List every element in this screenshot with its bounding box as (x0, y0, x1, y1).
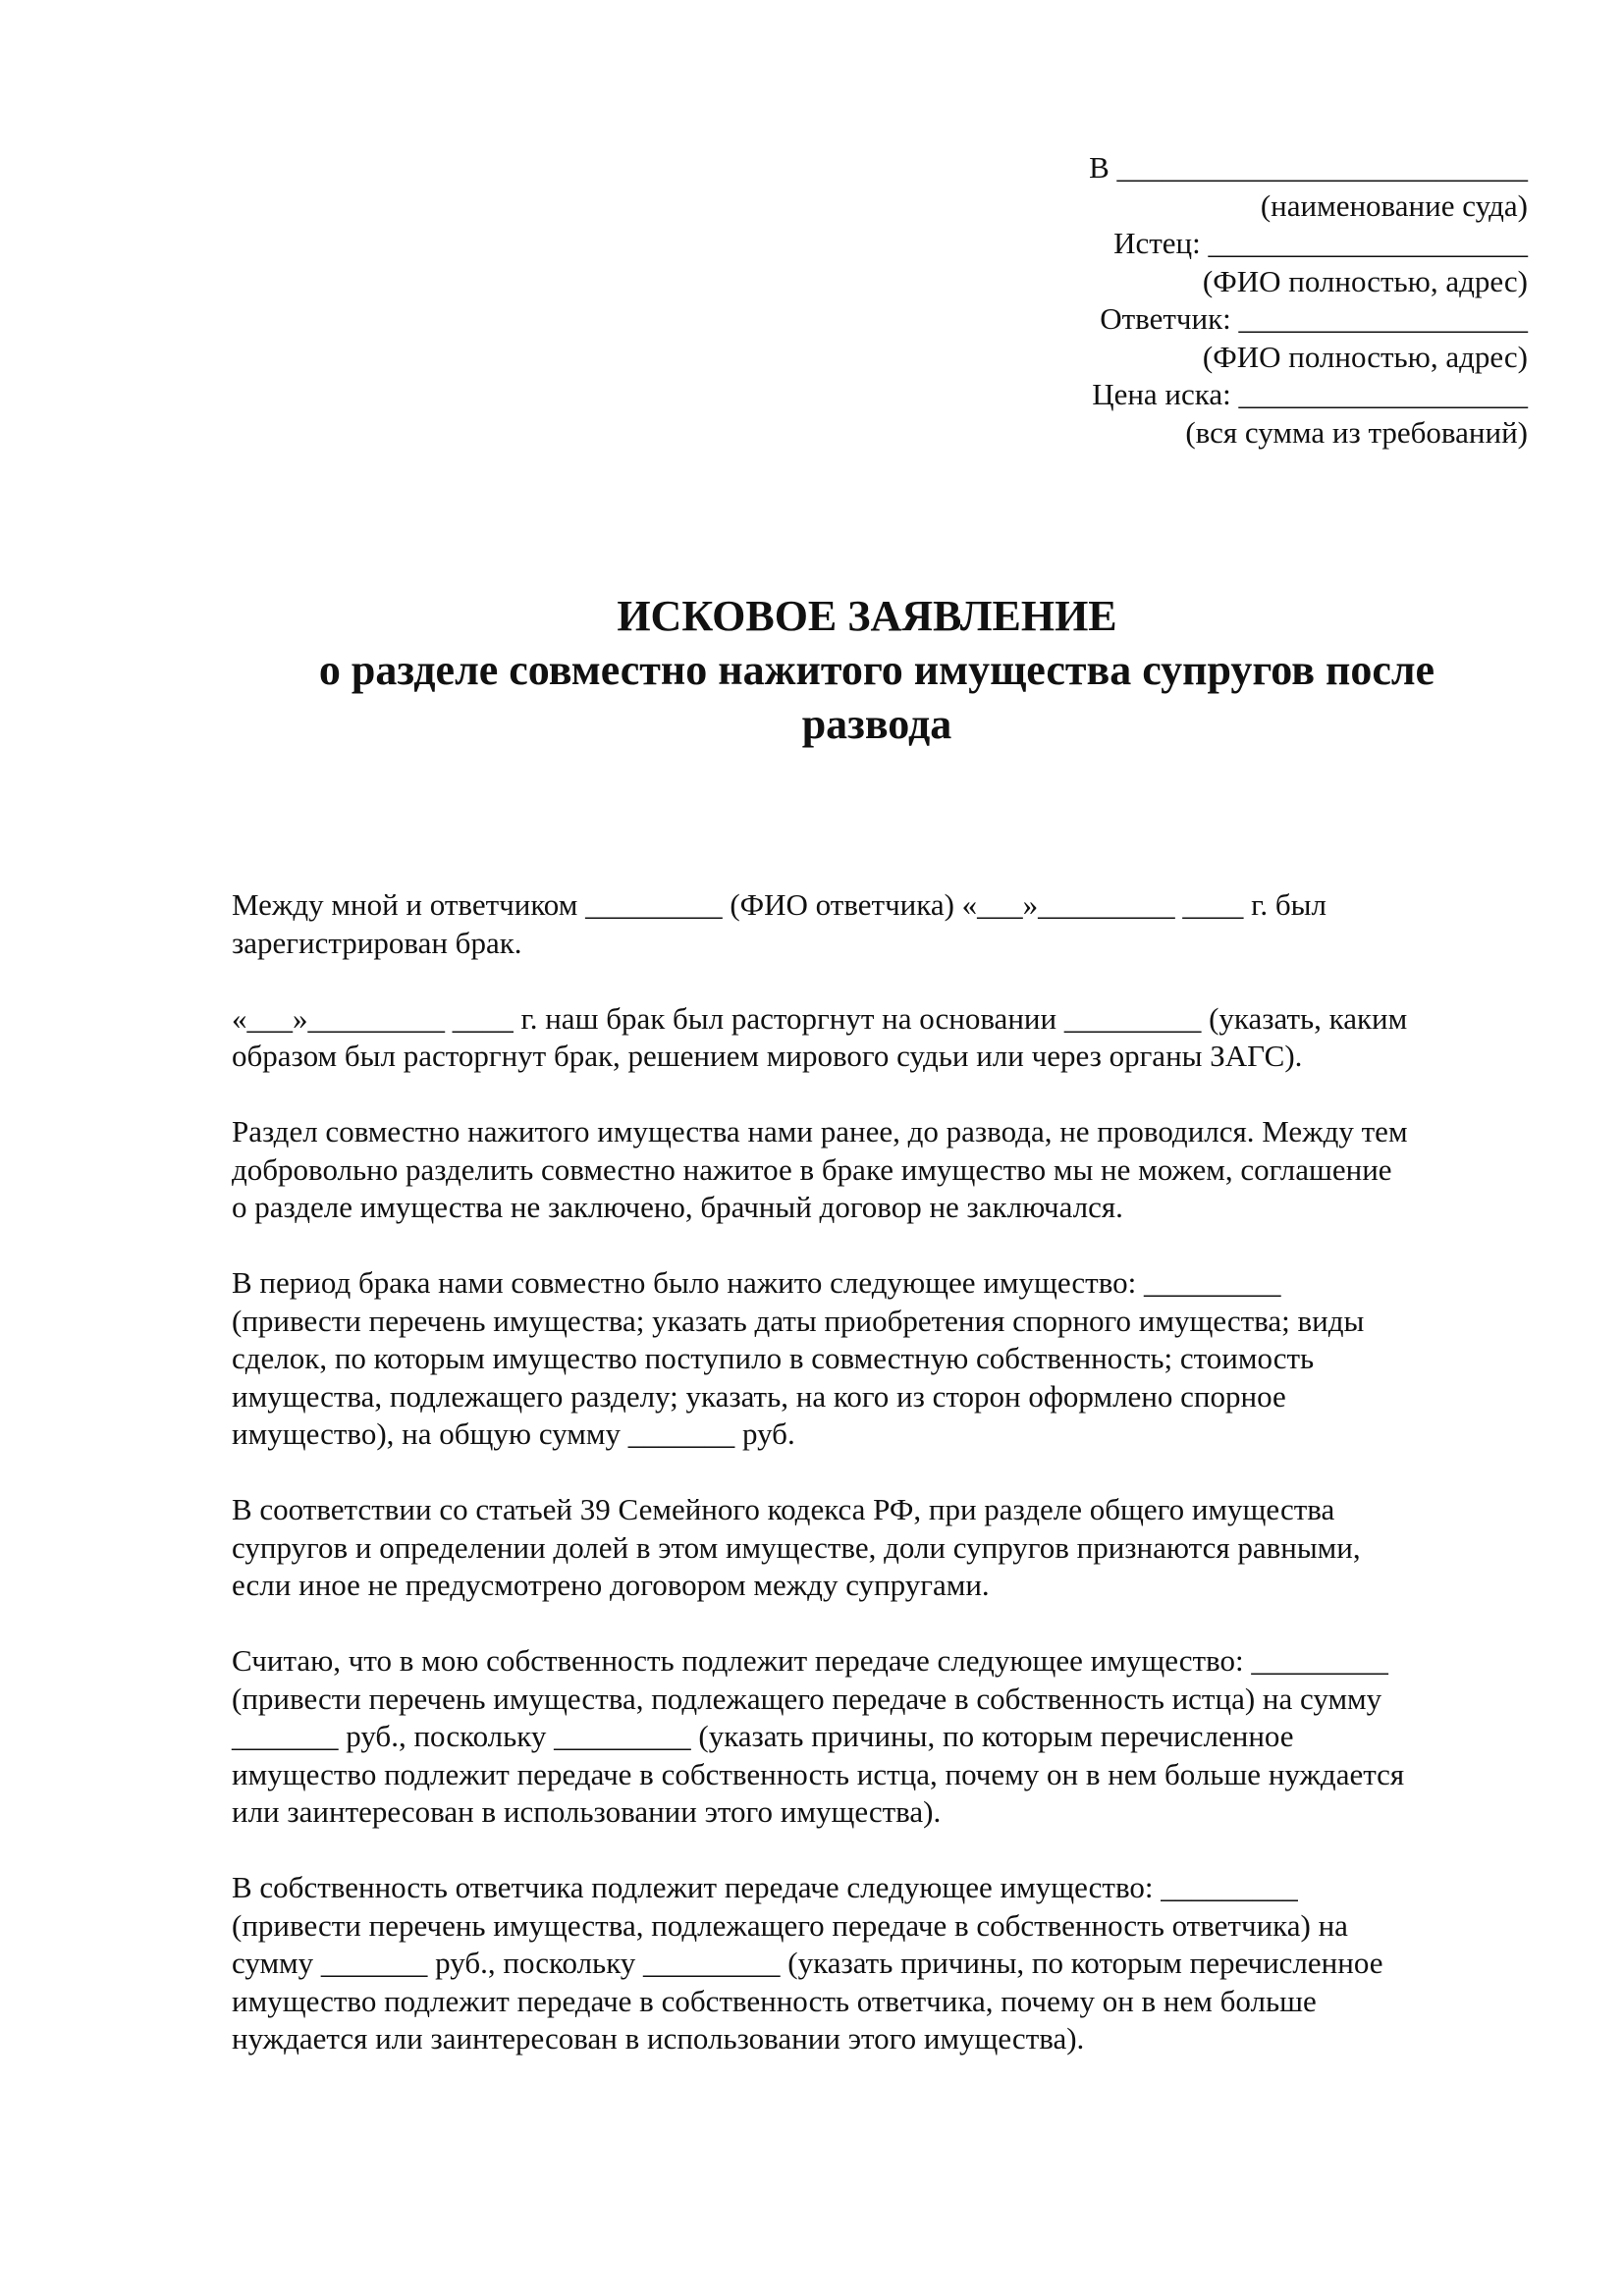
court-hint: (наименование суда) (1260, 187, 1528, 223)
paragraph (232, 886, 1528, 962)
paragraph-line: образом был расторгнут брак, решением мирового судьи или через органы ЗАГС). (232, 1039, 1303, 1073)
court-line: В ___________________________ (1089, 150, 1528, 185)
paragraph (232, 1869, 1528, 2058)
defendant-line: Ответчик: ___________________ (1100, 301, 1528, 336)
paragraph-line: если иное не предусмотрено договором между супругами. (232, 1568, 990, 1602)
paragraph-line: супругов и определении долей в этом имуществе, доли супругов признаются равными, (232, 1529, 1361, 1565)
paragraph (232, 1491, 1528, 1605)
paragraph-line: сделок, по которым имущество поступило в совместную собственность; стоимость (232, 1341, 1315, 1375)
paragraph-line: имущество подлежит передаче в собственность ответчика, почему он в нем больше (232, 1983, 1317, 2018)
paragraph (232, 1264, 1528, 1454)
paragraph-line: о разделе имущества не заключено, брачный договор не заключался. (232, 1190, 1123, 1224)
paragraph-line: зарегистрирован брак. (232, 925, 522, 960)
paragraph-line: В период брака нами совместно было нажито следующее имущество: _________ (232, 1265, 1281, 1300)
paragraph-line: _______ руб., поскольку _________ (указать причины, по которым перечисленное (232, 1719, 1294, 1753)
paragraph-line: В собственность ответчика подлежит передаче следующее имущество: _________ (232, 1870, 1298, 1904)
title-line-1: ИСКОВОЕ ЗАЯВЛЕНИЕ (617, 592, 1117, 640)
paragraph-line: добровольно разделить совместно нажитое в браке имущество мы не можем, соглашение (232, 1151, 1392, 1187)
paragraph-line: Считаю, что в мою собственность подлежит передаче следующее имущество: _________ (232, 1643, 1388, 1678)
paragraph-line: или заинтересован в использовании этого имущества). (232, 1794, 942, 1829)
paragraph-line: (привести перечень имущества; указать даты приобретения спорного имущества; виды (232, 1303, 1365, 1338)
court-header-block (978, 149, 1528, 452)
paragraph-line: нуждается или заинтересован в использовании этого имущества). (232, 2021, 1085, 2056)
paragraph-line: Между мной и ответчиком _________ (ФИО ответчика) «___»_________ ____ г. был (232, 887, 1326, 922)
defendant-hint: (ФИО полностью, адрес) (1202, 339, 1528, 374)
paragraph-line: «___»_________ ____ г. наш брак был расторгнут на основании _________ (указать, каким (232, 1000, 1408, 1036)
paragraph-line: имущество), на общую сумму _______ руб. (232, 1416, 795, 1451)
paragraph-line: В соответствии со статьей 39 Семейного кодекса РФ, при разделе общего имущества (232, 1492, 1335, 1526)
paragraph (232, 1000, 1528, 1076)
paragraph-line: сумму _______ руб., поскольку _________ (указать причины, по которым перечисленное (232, 1946, 1383, 1980)
plaintiff-line: Истец: _____________________ (1113, 226, 1528, 260)
document-title (226, 589, 1528, 751)
paragraph-line: имущества, подлежащего разделу; указать, на кого из сторон оформлено спорное (232, 1378, 1286, 1414)
paragraph-line: (привести перечень имущества, подлежащего передаче в собственность истца) на сумму (232, 1681, 1382, 1716)
paragraph-line: имущество подлежит передаче в собственность истца, почему он в нем больше нуждается (232, 1756, 1405, 1791)
plaintiff-hint: (ФИО полностью, адрес) (1202, 263, 1528, 298)
paragraph-line: (привести перечень имущества, подлежащего передаче в собственность ответчика) на (232, 1907, 1348, 1943)
paragraph-line: Раздел совместно нажитого имущества нами ранее, до развода, не проводился. Между тем (232, 1114, 1408, 1148)
paragraph (232, 1113, 1528, 1227)
title-line-3: развода (801, 700, 952, 748)
claim-amount-hint: (вся сумма из требований) (1185, 414, 1528, 450)
claim-amount-line: Цена иска: ___________________ (1092, 377, 1528, 411)
document-body (232, 886, 1528, 2096)
title-line-2: о разделе совместно нажитого имущества супругов после (318, 646, 1435, 694)
paragraph (232, 1642, 1528, 1832)
